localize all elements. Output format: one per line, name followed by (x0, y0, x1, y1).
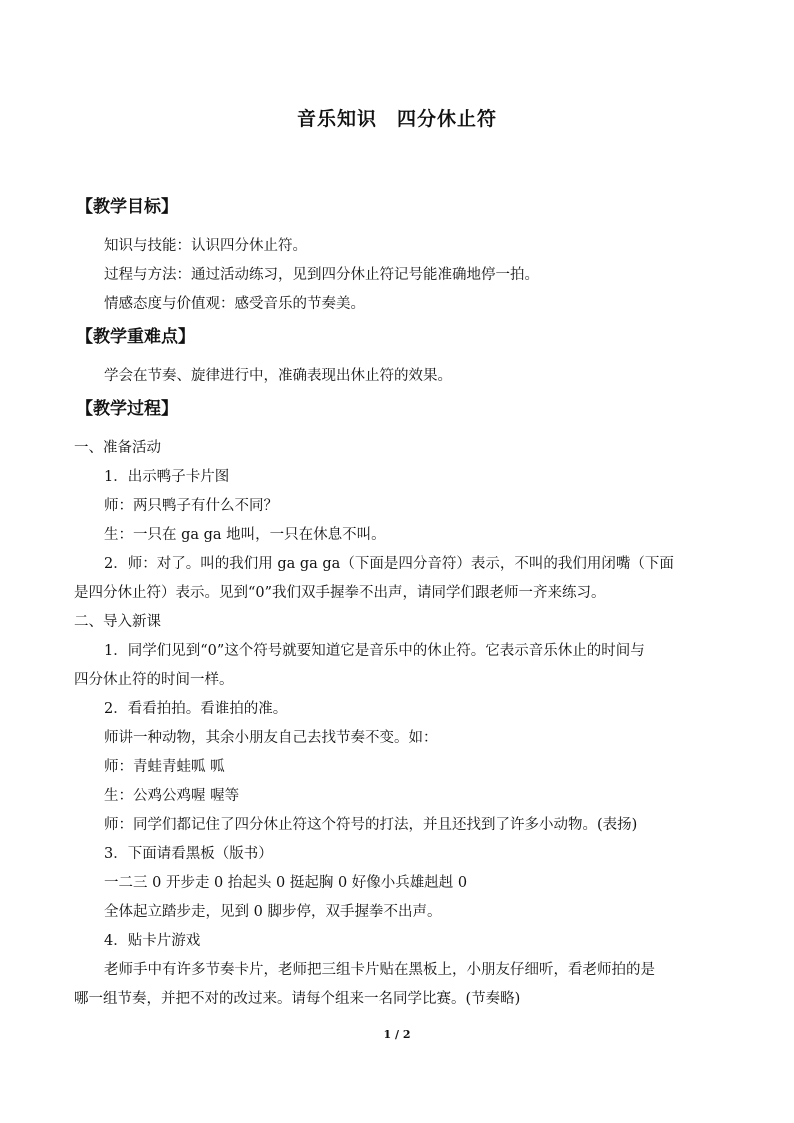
process-line: 2．师：对了。叫的我们用 ga ga ga（下面是四分音符）表示，不叫的我们用闭嘴（下面 (104, 556, 674, 572)
process-line: 1．同学们见到“0”这个符号就要知道它是音乐中的休止符。它表示音乐休止的时间与 (104, 643, 645, 659)
process-line: 4．贴卡片游戏 (104, 933, 201, 949)
objective-line: 过程与方法：通过活动练习，见到四分休止符记号能准确地停一拍。 (104, 267, 539, 283)
page-title: 音乐知识 四分休止符 (296, 108, 497, 130)
process-line: 师：同学们都记住了四分休止符这个符号的打法，并且还找到了许多小动物。(表扬) (104, 817, 638, 833)
process-line: 一、准备活动 (74, 440, 161, 456)
process-line: 四分休止符的时间一样。 (74, 672, 234, 688)
process-line: 老师手中有许多节奏卡片，老师把三组卡片贴在黑板上，小朋友仔细听，看老师拍的是 (104, 962, 655, 978)
process-line: 一二三 0 开步走 0 抬起头 0 挺起胸 0 好像小兵雄赳赳 0 (104, 875, 468, 891)
process-line: 哪一组节奏，并把不对的改过来。请每个组来一名同学比赛。(节奏略) (74, 991, 521, 1007)
section-heading-key-points: 【教学重难点】 (76, 327, 195, 347)
process-line: 生：一只在 ga ga 地叫，一只在休息不叫。 (104, 527, 386, 543)
process-line: 全体起立踏步走，见到 0 脚步停，双手握拳不出声。 (104, 904, 442, 920)
process-line: 3．下面请看黑板（版书） (104, 846, 273, 862)
key-point-line: 学会在节奏、旋律进行中，准确表现出休止符的效果。 (104, 368, 452, 384)
section-heading-process: 【教学过程】 (76, 399, 178, 419)
process-line: 师：青蛙青蛙呱 呱 (104, 759, 225, 775)
process-line: 二、导入新课 (74, 614, 161, 630)
process-line: 生：公鸡公鸡喔 喔等 (104, 788, 240, 804)
objective-line: 情感态度与价值观：感受音乐的节奏美。 (104, 296, 365, 312)
page-number: 1 / 2 (383, 1028, 411, 1041)
objective-line: 知识与技能：认识四分休止符。 (104, 238, 307, 254)
process-line: 1．出示鸭子卡片图 (104, 469, 230, 485)
process-line: 是四分休止符）表示。见到“0”我们双手握拳不出声，请同学们跟老师一齐来练习。 (74, 585, 606, 601)
process-line: 师：两只鸭子有什么不同？ (104, 498, 278, 514)
process-line: 2．看看拍拍。看谁拍的准。 (104, 701, 288, 717)
process-line: 师讲一种动物，其余小朋友自己去找节奏不变。如： (104, 730, 438, 746)
section-heading-objectives: 【教学目标】 (76, 197, 178, 217)
